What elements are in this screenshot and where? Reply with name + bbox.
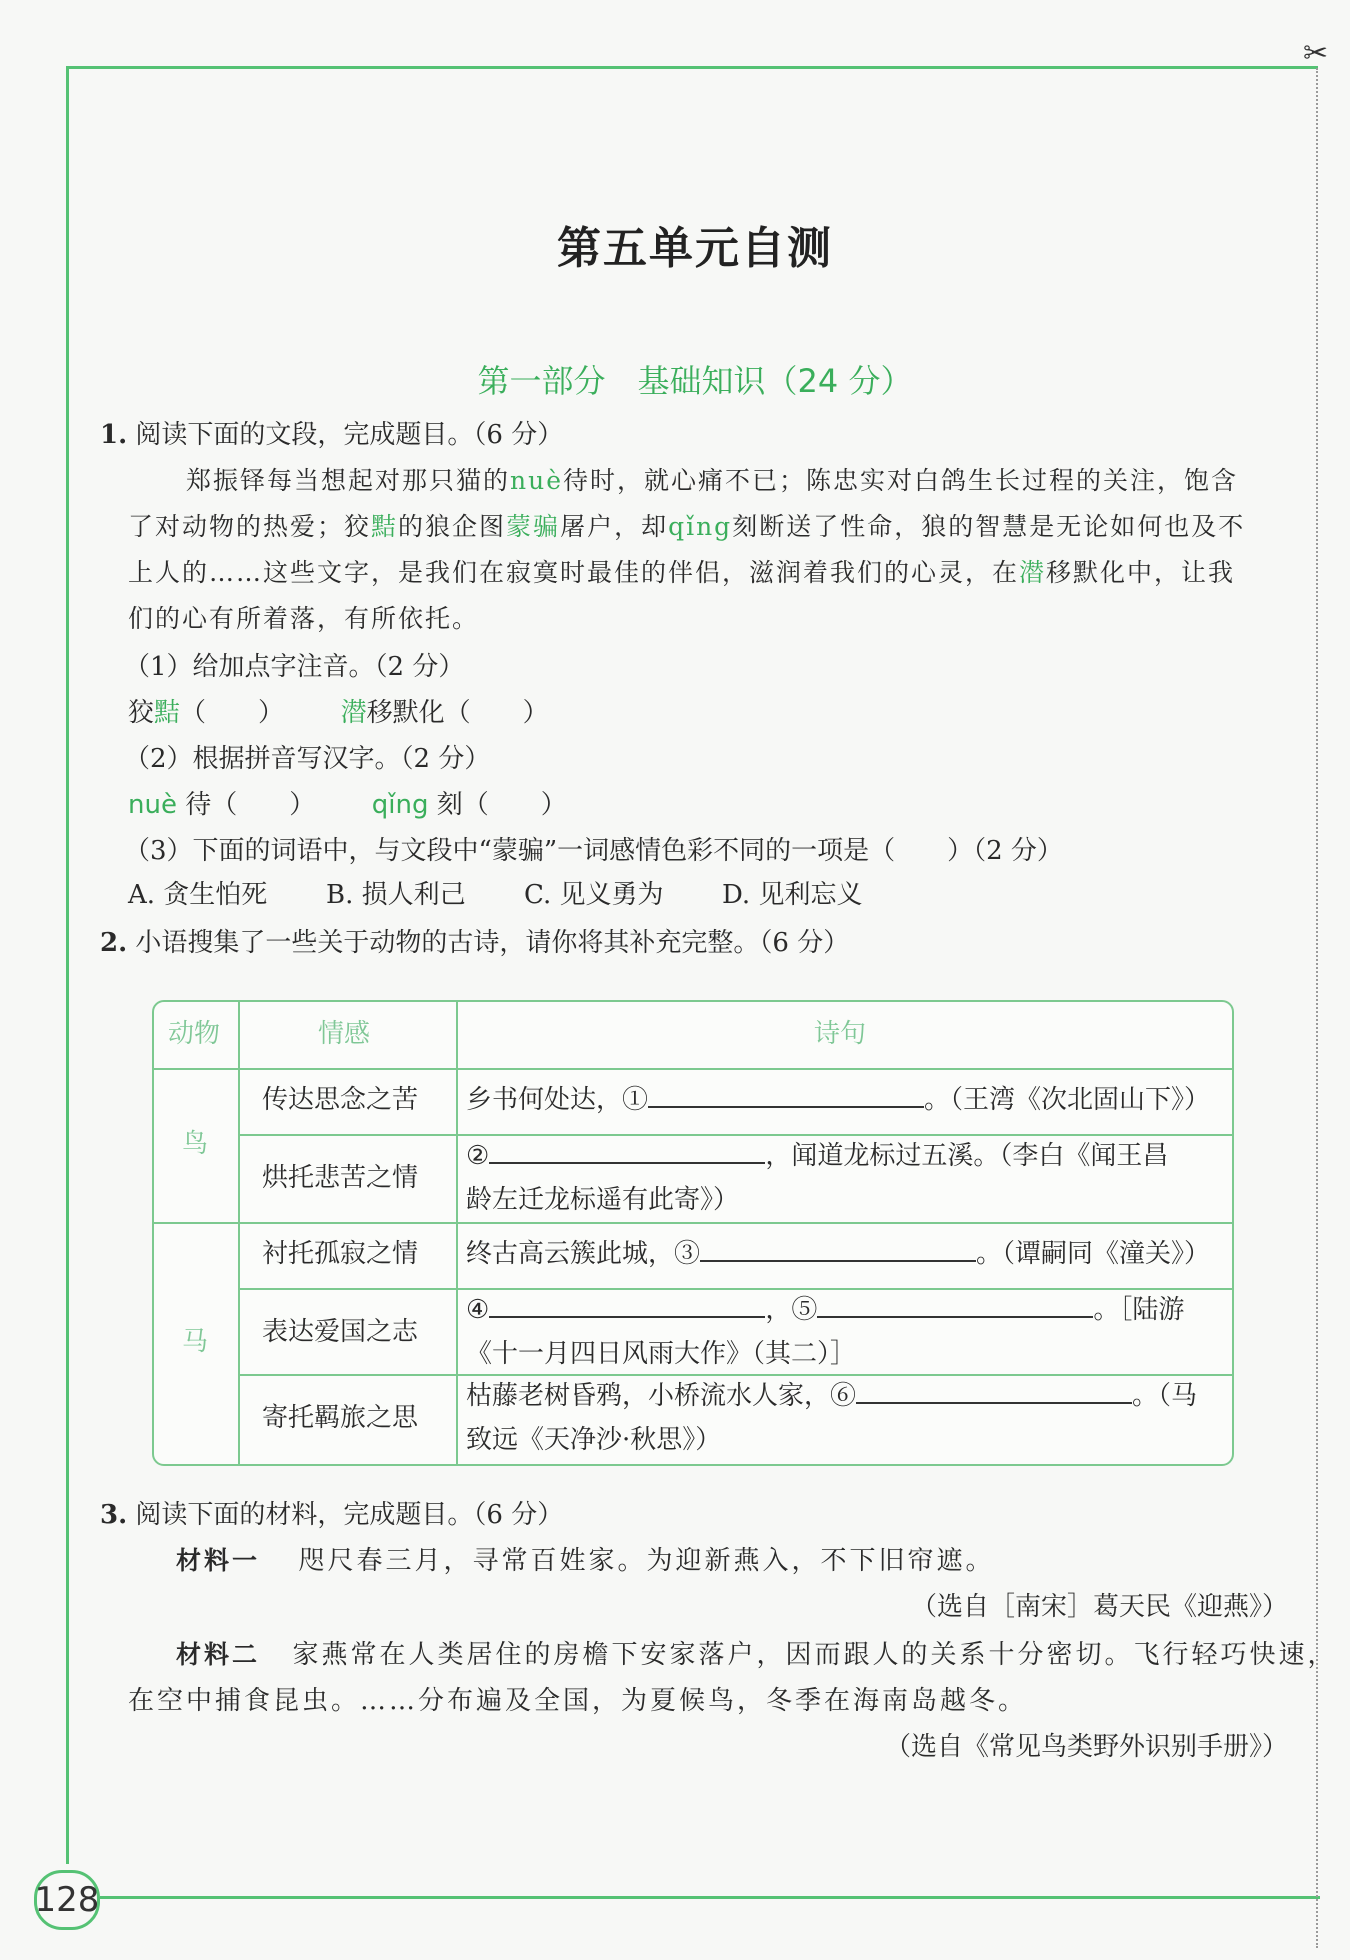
table-divider [238,1002,240,1464]
q2-stem [100,926,849,960]
poem-cell: 枯藤老树昏鸦，小桥流水人家，⑥ 。（马 致远《天净沙·秋思》） [466,1374,1197,1462]
q1-stem [100,418,563,452]
q2-stem-text: 小语搜集了一些关于动物的古诗，请你将其补充完整。（6 分） [135,928,850,958]
q1-sub1-stem: （1）给加点字注音。（2 分） [124,652,465,682]
q1-sub2-stem: （2）根据拼音写汉字。（2 分） [124,744,491,774]
q2-number: 2. [100,928,128,958]
page-title: 第五单元自测 [557,223,833,274]
animal-bird: 鸟 [182,1129,209,1159]
animal-horse: 马 [182,1327,209,1357]
poem-cell: ② ，闻道龙标过五溪。（李白《闻王昌 龄左迁龙标遥有此寄》） [466,1134,1168,1222]
answer-blank[interactable] [489,1136,765,1164]
material-2-label: 材料二 [176,1640,261,1669]
option-a[interactable]: A. 贪生怕死 [128,880,268,910]
poem-table [152,1000,1234,1466]
answer-blank[interactable] [489,1290,765,1318]
header-poem: 诗句 [814,1019,867,1049]
answer-blank[interactable] [817,1290,1093,1318]
material-1-text: 咫尺春三月，寻常百姓家。为迎新燕入，不下旧帘遮。 [298,1546,995,1576]
table-divider [154,1068,1232,1070]
frame-left-border [66,66,69,1864]
material-2-source: （选自《常见鸟类野外识别手册》） [884,1732,1288,1762]
material-2-line-1: 材料二 家燕常在人类居住的房檐下安家落户，因而跟人的关系十分密切。飞行轻巧快速， [176,1640,1337,1670]
answer-blank[interactable]: 待（ ） [185,790,316,820]
answer-blank[interactable]: 移默化（ ） [366,698,549,728]
answer-blank[interactable] [856,1376,1132,1404]
q3-number: 3. [100,1500,128,1530]
q1-sub1-items: 狡黠（ ） 潜移默化（ ） [128,698,549,728]
emotion-cell: 衬托孤寂之情 [262,1239,419,1269]
option-c[interactable]: C. 见义勇为 [524,880,664,910]
q1-sub3-stem: （3）下面的词语中，与文段中“蒙骗”一词感情色彩不同的一项是（ ）（2 分） [124,836,1063,866]
section-heading: 第一部分 基础知识（24 分） [477,362,913,400]
header-animal: 动物 [168,1019,221,1049]
passage-line-3: 上人的……这些文字，是我们在寂寞时最佳的伴侣，滋润着我们的心灵，在潜移默化中，让我 [128,558,1236,587]
emotion-cell: 传达思念之苦 [262,1085,419,1115]
material-2-line-2: 在空中捕食昆虫。……分布遍及全国，为夏候鸟，冬季在海南岛越冬。 [128,1686,1028,1716]
q1-number: 1. [100,420,128,450]
table-divider [154,1222,1232,1224]
q1-passage [128,458,1288,642]
passage-line-2: 了对动物的热爱；狡黠的狼企图蒙骗屠户，却qǐng刻断送了性命，狼的智慧是无论如何也及不 [128,512,1246,541]
poem-cell: 乡书何处达，① 。（王湾《次北固山下》） [466,1078,1210,1122]
answer-blank[interactable]: （ ） [180,698,285,728]
header-emotion: 情感 [318,1019,371,1049]
q3-stem [100,1498,563,1532]
option-b[interactable]: B. 损人利己 [326,880,466,910]
passage-line-1: 郑振铎每当想起对那只猫的nuè待时，就心痛不已；陈忠实对白鸽生长过程的关注，饱含 [186,466,1239,495]
scissors-icon: ✂ [1303,36,1329,71]
passage-line-4: 们的心有所着落，有所依托。 [128,604,480,633]
frame-bottom-border [100,1896,1320,1899]
poem-cell: ④ ，⑤ 。［陆游 《十一月四日风雨大作》（其二）］ [466,1288,1184,1376]
table-divider [456,1002,458,1464]
poem-cell: 终古高云簇此城，③ 。（谭嗣同《潼关》） [466,1232,1210,1276]
material-1 [176,1544,995,1578]
q3-stem-text: 阅读下面的材料，完成题目。（6 分） [135,1500,564,1530]
emotion-cell: 烘托悲苦之情 [262,1163,419,1193]
emotion-cell: 寄托羁旅之思 [262,1403,419,1433]
material-1-label: 材料一 [176,1546,261,1575]
answer-blank[interactable] [648,1080,924,1108]
answer-blank[interactable]: 刻（ ） [436,790,567,820]
page-number: 128 [34,1870,100,1930]
q1-stem-text: 阅读下面的文段，完成题目。（6 分） [135,420,564,450]
option-d[interactable]: D. 见利忘义 [722,880,863,910]
material-1-source: （选自［南宋］葛天民《迎燕》） [910,1592,1288,1622]
emotion-cell: 表达爱国之志 [262,1317,419,1347]
answer-blank[interactable] [700,1234,976,1262]
q1-sub2-items: nuè 待（ ） qǐng 刻（ ） [128,790,567,820]
frame-top-border [68,66,1318,69]
